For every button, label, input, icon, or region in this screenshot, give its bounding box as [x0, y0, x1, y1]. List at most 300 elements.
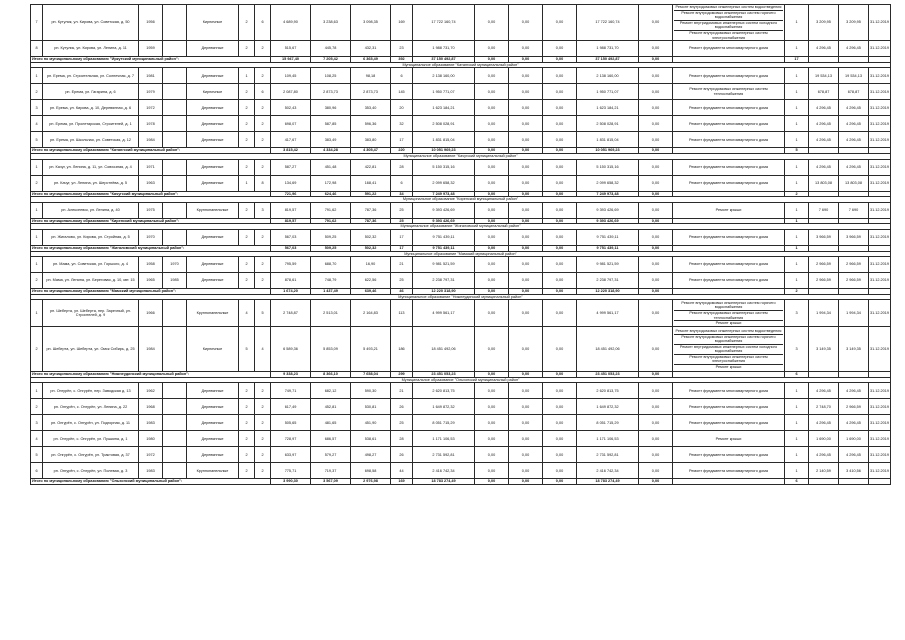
repair-works-list [673, 399, 785, 415]
year-built: 1980 [139, 431, 163, 447]
year-commissioned [163, 415, 187, 431]
year-built: 1962 [139, 383, 163, 399]
wall-material: Крупнопанельные [187, 463, 239, 479]
cell-cost: 9 981 521,59 [413, 257, 475, 273]
year-built: 1972 [139, 100, 163, 116]
cell-c2: 0,00 [509, 300, 543, 327]
document-page [30, 4, 890, 634]
entrances-count: 2 [255, 229, 271, 245]
floors-count: 2 [239, 84, 255, 100]
total-cell-c2: 0,00 [509, 57, 543, 63]
row-number: 1 [31, 159, 43, 175]
floors-count: 2 [239, 431, 255, 447]
cell-c2: 0,00 [509, 132, 543, 148]
cell-c5: 0,00 [639, 202, 673, 218]
entrances-count: 2 [255, 273, 271, 289]
total-cell-c3: 0,00 [543, 372, 577, 378]
cell-c2: 0,00 [509, 273, 543, 289]
repair-work-item: Ремонт фундамента многоквартирного дома [689, 420, 768, 425]
house-row [31, 5, 891, 41]
cell-res: 25 [391, 273, 413, 289]
row-number: 5 [31, 447, 43, 463]
cell-a2: 2 873,73 [311, 84, 351, 100]
cell-c2: 0,00 [509, 202, 543, 218]
units-count: 1 [785, 415, 809, 431]
unit-cost: 7 690 [809, 202, 839, 218]
cell-a2: 383,49 [311, 132, 351, 148]
units-count: 1 [785, 257, 809, 273]
year-built: 1968 [139, 399, 163, 415]
floors-count: 2 [239, 229, 255, 245]
cell-c5: 0,00 [639, 229, 673, 245]
row-number: 1 [31, 300, 43, 327]
units-count: 1 [785, 132, 809, 148]
total-cell-c4: 23 451 053,23 [577, 372, 639, 378]
wall-material: Деревянные [187, 41, 239, 57]
wall-material: Деревянные [187, 68, 239, 84]
cell-cost: 2 731 592,81 [413, 447, 475, 463]
repair-works-list [673, 132, 785, 148]
cell-c1: 0,00 [475, 84, 509, 100]
house-address: рп. Жигалово, ул. Кирова, ул. Стройная, д. 5 [43, 229, 139, 245]
cell-cost: 1 623 184,21 [413, 100, 475, 116]
repair-works-list [673, 257, 785, 273]
entrances-count: 8 [255, 175, 271, 191]
cell-a2: 108,25 [311, 68, 351, 84]
cell-c5: 0,00 [639, 100, 673, 116]
total-cell-res: 169 [391, 479, 413, 485]
unit-cost-max: 1 690,00 [839, 431, 869, 447]
house-address: рп. Онгурён, с. Онгурён, ул. Ленина, д. 22 [43, 399, 139, 415]
cell-c5: 0,00 [639, 116, 673, 132]
unit-cost: 2 966,59 [809, 257, 839, 273]
cell-cost: 1 950 771,07 [413, 84, 475, 100]
unit-cost: 3 149,35 [809, 327, 839, 372]
cell-a1: 795,59 [271, 257, 311, 273]
total-cell-c2: 0,00 [509, 245, 543, 251]
planned-date: 31.12.2019 [869, 431, 891, 447]
year-built: 1983 [139, 463, 163, 479]
unit-cost: 4 296,45 [809, 100, 839, 116]
entrances-count: 2 [255, 132, 271, 148]
floors-count: 1 [239, 68, 255, 84]
year-commissioned [163, 175, 187, 191]
cell-a1: 567,03 [271, 229, 311, 245]
year-built: 1984 [139, 327, 163, 372]
entrances-count: 2 [255, 257, 271, 273]
house-row [31, 100, 891, 116]
repair-work-item: Ремонт крыши [715, 321, 742, 326]
repair-work-item: Ремонт внутридомовых инженерных систем теплоснабжения [674, 311, 783, 321]
house-address: рп. Онгурён, с. Онгурён, ул. Подгорная, д. 11 [43, 415, 139, 431]
year-commissioned [163, 116, 187, 132]
house-row [31, 68, 891, 84]
repair-works-list [673, 431, 785, 447]
cell-c1: 0,00 [475, 447, 509, 463]
row-number: 4 [31, 431, 43, 447]
total-cell-c3: 0,00 [543, 479, 577, 485]
total-blank [869, 479, 891, 485]
year-built: 1970 [139, 229, 163, 245]
house-row [31, 327, 891, 372]
house-address: рп. Шеберта, ул. Шеберта, ул. Омск Сибирь, д. 25 [43, 327, 139, 372]
repair-works-list [673, 116, 785, 132]
repair-work-item: Ремонт фундамента многоквартирного дома [689, 278, 768, 283]
total-cell-a3: 6 365,49 [351, 57, 391, 63]
house-address: рп. Онгурён, с. Онгурён, ул. Трактовая, д. 37 [43, 447, 139, 463]
repair-work-item: Ремонт фундамента многоквартирного дома [689, 468, 768, 473]
cell-a3: 622,56 [351, 273, 391, 289]
house-row [31, 116, 891, 132]
repair-works-list [673, 383, 785, 399]
year-built: 1963 [139, 175, 163, 191]
repair-work-item: Ремонт крыши [715, 207, 742, 212]
total-cell-c2: 0,00 [509, 289, 543, 295]
units-count: 1 [785, 202, 809, 218]
total-label: Итого по муниципальному образованию "Жигаловский муниципальный район": [31, 245, 271, 251]
cell-c3: 0,00 [543, 399, 577, 415]
house-row [31, 257, 891, 273]
cell-cost: 4 999 561,17 [413, 300, 475, 327]
cell-c5: 0,00 [639, 415, 673, 431]
wall-material: Крупнопанельные [187, 202, 239, 218]
total-cell-a1: 15 947,40 [271, 57, 311, 63]
row-number: 2 [31, 273, 43, 289]
floors-count: 2 [239, 41, 255, 57]
cell-c2: 0,00 [509, 116, 543, 132]
year-commissioned [163, 5, 187, 41]
planned-date: 31.12.2019 [869, 399, 891, 415]
cell-res: 113 [391, 300, 413, 327]
repair-work-item: Ремонт фундамента многоквартирного дома [689, 46, 768, 51]
total-label: Итого по муниципальному образованию "Ольхонский муниципальный район": [31, 479, 271, 485]
total-units: 5 [785, 148, 809, 154]
total-cell-c1: 0,00 [475, 245, 509, 251]
unit-cost: 1 690,00 [809, 431, 839, 447]
cell-c5: 0,00 [639, 327, 673, 372]
cell-a1: 819,57 [271, 202, 311, 218]
cell-cost: 1 988 731,70 [413, 41, 475, 57]
year-commissioned [163, 399, 187, 415]
total-units: 6 [785, 479, 809, 485]
cell-res: 17 [391, 229, 413, 245]
entrances-count: 2 [255, 159, 271, 175]
cell-a1: 6 589,36 [271, 327, 311, 372]
cell-c4: 9 751 439,11 [577, 229, 639, 245]
total-cell-cost: 12 220 318,90 [413, 289, 475, 295]
repair-works-list [673, 463, 785, 479]
cell-c2: 0,00 [509, 100, 543, 116]
total-units: 2 [785, 191, 809, 197]
total-cell-res: 17 [391, 245, 413, 251]
cell-c4: 2 099 658,32 [577, 175, 639, 191]
house-address: рп. Шеберта, ул. Шеберта, пер. Заречный, ул. Строителей, д. 9 [43, 300, 139, 327]
cell-c2: 0,00 [509, 41, 543, 57]
floors-count: 2 [239, 447, 255, 463]
total-cell-res: 299 [391, 372, 413, 378]
cell-c4: 2 238 797,31 [577, 273, 639, 289]
entrances-count: 3 [255, 202, 271, 218]
units-count: 3 [785, 327, 809, 372]
floors-count: 2 [239, 273, 255, 289]
entrances-count: 2 [255, 447, 271, 463]
cell-a1: 587,27 [271, 159, 311, 175]
total-cell-c1: 0,00 [475, 191, 509, 197]
cell-c4: 2 620 813,75 [577, 383, 639, 399]
wall-material: Кирпичные [187, 327, 239, 372]
house-row [31, 229, 891, 245]
house-address: рп. Онгурён, с. Онгурён, пер. Заводская д. 13 [43, 383, 139, 399]
municipality-name: Муниципальное образование "Киренский муниципальный район" [31, 197, 891, 203]
planned-date: 31.12.2019 [869, 84, 891, 100]
planned-date: 31.12.2019 [869, 68, 891, 84]
year-built: 1975 [139, 202, 163, 218]
cell-c5: 0,00 [639, 447, 673, 463]
cell-c5: 0,00 [639, 257, 673, 273]
total-units: 1 [785, 218, 809, 224]
entrances-count: 6 [255, 84, 271, 100]
total-cell-c4: 7 249 973,48 [577, 191, 639, 197]
cell-c4: 1 171 106,53 [577, 431, 639, 447]
cell-a1: 728,97 [271, 431, 311, 447]
cell-c4: 2 416 742,34 [577, 463, 639, 479]
cell-a3: 16,90 [351, 257, 391, 273]
planned-date: 31.12.2019 [869, 202, 891, 218]
municipality-name: Муниципальное образование "Жигаловский муниципальный район" [31, 224, 891, 230]
repair-work-item: Ремонт внутридомовых инженерных систем холодного водоснабжения [674, 345, 783, 355]
row-number: 6 [31, 463, 43, 479]
cell-a1: 617,49 [271, 399, 311, 415]
unit-cost: 13 803,08 [809, 175, 839, 191]
row-number: 7 [31, 5, 43, 41]
unit-cost-max: 3 410,56 [839, 463, 869, 479]
repair-work-item: Ремонт внутридомовых инженерных систем горячего водоснабжения [674, 11, 783, 21]
cell-c4: 17 722 160,74 [577, 5, 639, 41]
year-built: 1959 [139, 41, 163, 57]
cell-a2: 587,85 [311, 116, 351, 132]
house-address: рп. Ерема, ул. Гагарина, д. 6 [43, 84, 139, 100]
total-cell-a2: 7 205,42 [311, 57, 351, 63]
total-units: 1 [785, 245, 809, 251]
cell-c1: 0,00 [475, 229, 509, 245]
repair-work-item: Ремонт фундамента многоквартирного дома [689, 235, 768, 240]
entrances-count: 2 [255, 68, 271, 84]
units-count: 1 [785, 463, 809, 479]
total-label: Итого по муниципальному образованию "Мамский муниципальный район": [31, 289, 271, 295]
row-number: 2 [31, 327, 43, 372]
cell-c1: 0,00 [475, 175, 509, 191]
unit-cost-max: 1 994,34 [839, 300, 869, 327]
row-number: 2 [31, 175, 43, 191]
cell-res: 169 [391, 5, 413, 41]
year-commissioned [163, 383, 187, 399]
floors-count: 4 [239, 300, 255, 327]
total-cell-res: 392 [391, 57, 413, 63]
cell-c2: 0,00 [509, 463, 543, 479]
cell-c3: 0,00 [543, 100, 577, 116]
row-number: 4 [31, 116, 43, 132]
total-cell-cost: 18 783 274,49 [413, 479, 475, 485]
planned-date: 31.12.2019 [869, 447, 891, 463]
entrances-count: 2 [255, 383, 271, 399]
wall-material: Деревянные [187, 447, 239, 463]
cell-res: 32 [391, 116, 413, 132]
repair-work-item: Ремонт фундамента многоквартирного дома [689, 262, 768, 267]
row-number: 1 [31, 68, 43, 84]
cell-res: 6 [391, 68, 413, 84]
year-commissioned [163, 327, 187, 372]
house-row [31, 447, 891, 463]
cell-c4: 1 950 771,07 [577, 84, 639, 100]
floors-count: 2 [239, 463, 255, 479]
cell-a3: 596,36 [351, 116, 391, 132]
units-count: 1 [785, 5, 809, 41]
total-cell-cost: 7 249 973,48 [413, 191, 475, 197]
cell-cost: 9 751 439,11 [413, 229, 475, 245]
total-cell-a1: 3 990,30 [271, 479, 311, 485]
wall-material: Деревянные [187, 229, 239, 245]
cell-c5: 0,00 [639, 68, 673, 84]
cell-c3: 0,00 [543, 84, 577, 100]
row-number: 1 [31, 229, 43, 245]
cell-c3: 0,00 [543, 257, 577, 273]
floors-count: 2 [239, 116, 255, 132]
cell-a1: 109,45 [271, 68, 311, 84]
total-cell-c5: 0,00 [639, 245, 673, 251]
entrances-count: 2 [255, 415, 271, 431]
total-units: 2 [785, 289, 809, 295]
house-row [31, 399, 891, 415]
cell-c1: 0,00 [475, 257, 509, 273]
cell-c3: 0,00 [543, 5, 577, 41]
cell-c3: 0,00 [543, 300, 577, 327]
cell-cost: 18 451 492,06 [413, 327, 475, 372]
total-cell-a1: 721,96 [271, 191, 311, 197]
year-built: 1983 [139, 415, 163, 431]
year-built: 1956 [139, 5, 163, 41]
planned-date: 31.12.2019 [869, 159, 891, 175]
cell-c3: 0,00 [543, 415, 577, 431]
cell-cost: 17 722 160,74 [413, 5, 475, 41]
cell-c1: 0,00 [475, 383, 509, 399]
cell-c3: 0,00 [543, 202, 577, 218]
house-address: рп. Ерема, ул. Пролетарская, Строителей, д. 1 [43, 116, 139, 132]
wall-material: Деревянные [187, 132, 239, 148]
total-works-blank [673, 479, 785, 485]
cell-a3: 168,41 [351, 175, 391, 191]
house-address: рп. Онгурён, с. Онгурён, ул. Полевая, д. 3 [43, 463, 139, 479]
total-cell-c4: 18 783 274,49 [577, 479, 639, 485]
wall-material: Деревянные [187, 383, 239, 399]
total-cell-a2: 624,46 [311, 191, 351, 197]
year-built: 1966 [139, 300, 163, 327]
repair-work-item: Ремонт фундамента многоквартирного дома [689, 388, 768, 393]
cell-c1: 0,00 [475, 68, 509, 84]
unit-cost: 19 534,13 [809, 68, 839, 84]
planned-date: 31.12.2019 [869, 229, 891, 245]
cell-res: 25 [391, 202, 413, 218]
total-cell-res: 34 [391, 191, 413, 197]
cell-c1: 0,00 [475, 463, 509, 479]
cell-a2: 452,81 [311, 399, 351, 415]
cell-c3: 0,00 [543, 41, 577, 57]
cell-c3: 0,00 [543, 383, 577, 399]
total-cell-c1: 0,00 [475, 57, 509, 63]
cell-a2: 688,70 [311, 257, 351, 273]
unit-cost-max: 4 296,45 [839, 116, 869, 132]
units-count: 1 [785, 229, 809, 245]
row-number: 8 [31, 41, 43, 57]
entrances-count: 2 [255, 100, 271, 116]
repair-works-list [673, 175, 785, 191]
year-commissioned: 1970 [163, 257, 187, 273]
house-row [31, 463, 891, 479]
cell-a1: 775,71 [271, 463, 311, 479]
cell-a3: 530,81 [351, 399, 391, 415]
year-commissioned [163, 159, 187, 175]
total-cell-res: 220 [391, 148, 413, 154]
wall-material: Крупнопанельные [187, 300, 239, 327]
house-row [31, 84, 891, 100]
total-cell-a1: 819,57 [271, 218, 311, 224]
cell-a3: 98,18 [351, 68, 391, 84]
cell-a1: 878,61 [271, 273, 311, 289]
cell-a3: 538,61 [351, 431, 391, 447]
total-blank [809, 479, 839, 485]
total-cell-a2: 3 567,09 [311, 479, 351, 485]
wall-material: Кирпичные [187, 84, 239, 100]
floors-count: 2 [239, 202, 255, 218]
cell-res: 28 [391, 159, 413, 175]
cell-c4: 9 393 426,69 [577, 202, 639, 218]
units-count: 1 [785, 431, 809, 447]
total-cell-c5: 0,00 [639, 218, 673, 224]
floors-count: 2 [239, 257, 255, 273]
repair-works-list [673, 415, 785, 431]
year-built: 1972 [139, 447, 163, 463]
cell-a2: 380,96 [311, 100, 351, 116]
unit-cost-max: 19 534,13 [839, 68, 869, 84]
municipality-total-row [31, 479, 891, 485]
unit-cost-max: 4 296,45 [839, 447, 869, 463]
unit-cost: 4 296,45 [809, 41, 839, 57]
total-cell-a3: 639,46 [351, 289, 391, 295]
cell-c1: 0,00 [475, 415, 509, 431]
cell-res: 23 [391, 41, 413, 57]
total-cell-c3: 0,00 [543, 218, 577, 224]
year-built: 1978 [139, 116, 163, 132]
repair-works-list [673, 5, 785, 41]
year-commissioned [163, 132, 187, 148]
cell-c1: 0,00 [475, 327, 509, 372]
year-commissioned [163, 202, 187, 218]
total-cell-c4: 10 051 969,23 [577, 148, 639, 154]
year-commissioned [163, 68, 187, 84]
cell-c1: 0,00 [475, 431, 509, 447]
unit-cost-max: 2 966,59 [839, 257, 869, 273]
planned-date: 31.12.2019 [869, 175, 891, 191]
cell-c2: 0,00 [509, 159, 543, 175]
cell-a2: 3 238,63 [311, 5, 351, 41]
entrances-count: 2 [255, 463, 271, 479]
total-cell-c4: 37 150 492,87 [577, 57, 639, 63]
total-cell-c3: 0,00 [543, 245, 577, 251]
cell-cost: 2 138 160,00 [413, 68, 475, 84]
unit-cost-max: 2 966,59 [839, 399, 869, 415]
cell-c1: 0,00 [475, 273, 509, 289]
total-cell-a2: 4 334,28 [311, 148, 351, 154]
repair-works-list [673, 273, 785, 289]
